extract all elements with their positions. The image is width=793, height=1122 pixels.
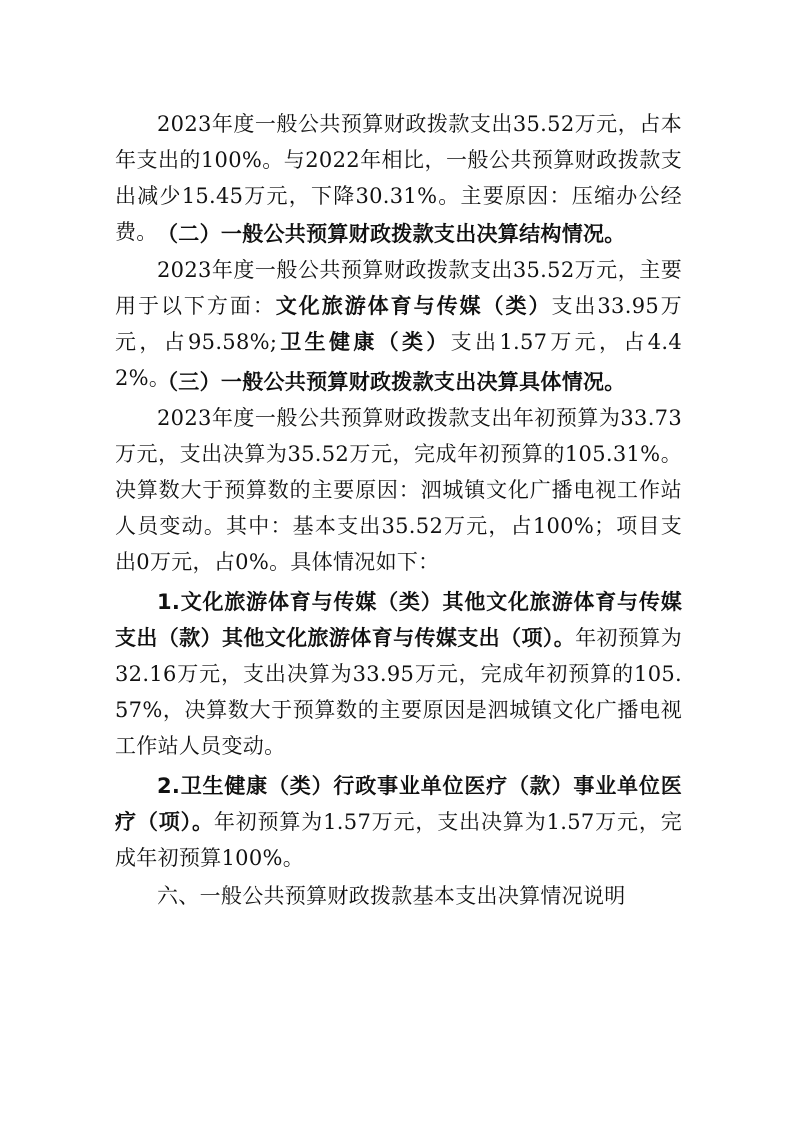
structure-text-1: 2023年度一般公共预算财政拨款支出35.52万元，主要用于以下方面：	[115, 258, 682, 318]
item-culture-title: 1.文化旅游体育与传媒（类）其他文化旅游体育与传媒支出（款）其他文化旅游体育与传媒支出（项）。	[115, 590, 682, 650]
structure-text-2: 支出33.95万元，占95.58%;	[115, 294, 682, 354]
structure-text-3: 支出1.57万元，占4.42%。	[115, 330, 682, 390]
structure-category-culture: 文化旅游体育与传媒（类）	[275, 294, 552, 318]
structure-category-health: 卫生健康（类）	[277, 330, 451, 354]
item-health-title: 2.卫生健康（类）行政事业单位医疗（款）事业单位医疗（项）。	[115, 774, 682, 834]
item-culture	[115, 584, 682, 764]
heading-structure: （二）一般公共预算财政拨款支出决算结构情况。	[157, 222, 626, 246]
paragraph-expenditure-summary: 2023年度一般公共预算财政拨款支出35.52万元，占本年支出的100%。与2022年相比，一般公共预算财政拨款支出减少15.45万元，下降30.31%。主要原因：压缩办公经费。	[115, 112, 682, 244]
item-health	[115, 768, 682, 876]
item-culture-text: 年初预算为32.16万元，支出决算为33.95万元，完成年初预算的105.57%，决算数大于预算数的主要原因是泗城镇文化广播电视工作站人员变动。	[115, 626, 682, 758]
item-health-text: 年初预算为1.57万元，支出决算为1.57万元，完成年初预算100%。	[115, 810, 683, 870]
paragraph-details: 2023年度一般公共预算财政拨款支出年初预算为33.73万元，支出决算为35.52万元，完成年初预算的105.31%。决算数大于预算数的主要原因：泗城镇文化广播电视工作站人员变动。其中：基本支出35.52万元，占100%；项目支出0万元，占0%。具体情况如下：	[115, 406, 682, 574]
heading-details: （三）一般公共预算财政拨款支出决算具体情况。	[157, 370, 626, 394]
section-six-heading: 六、一般公共预算财政拨款基本支出决算情况说明	[157, 884, 626, 908]
